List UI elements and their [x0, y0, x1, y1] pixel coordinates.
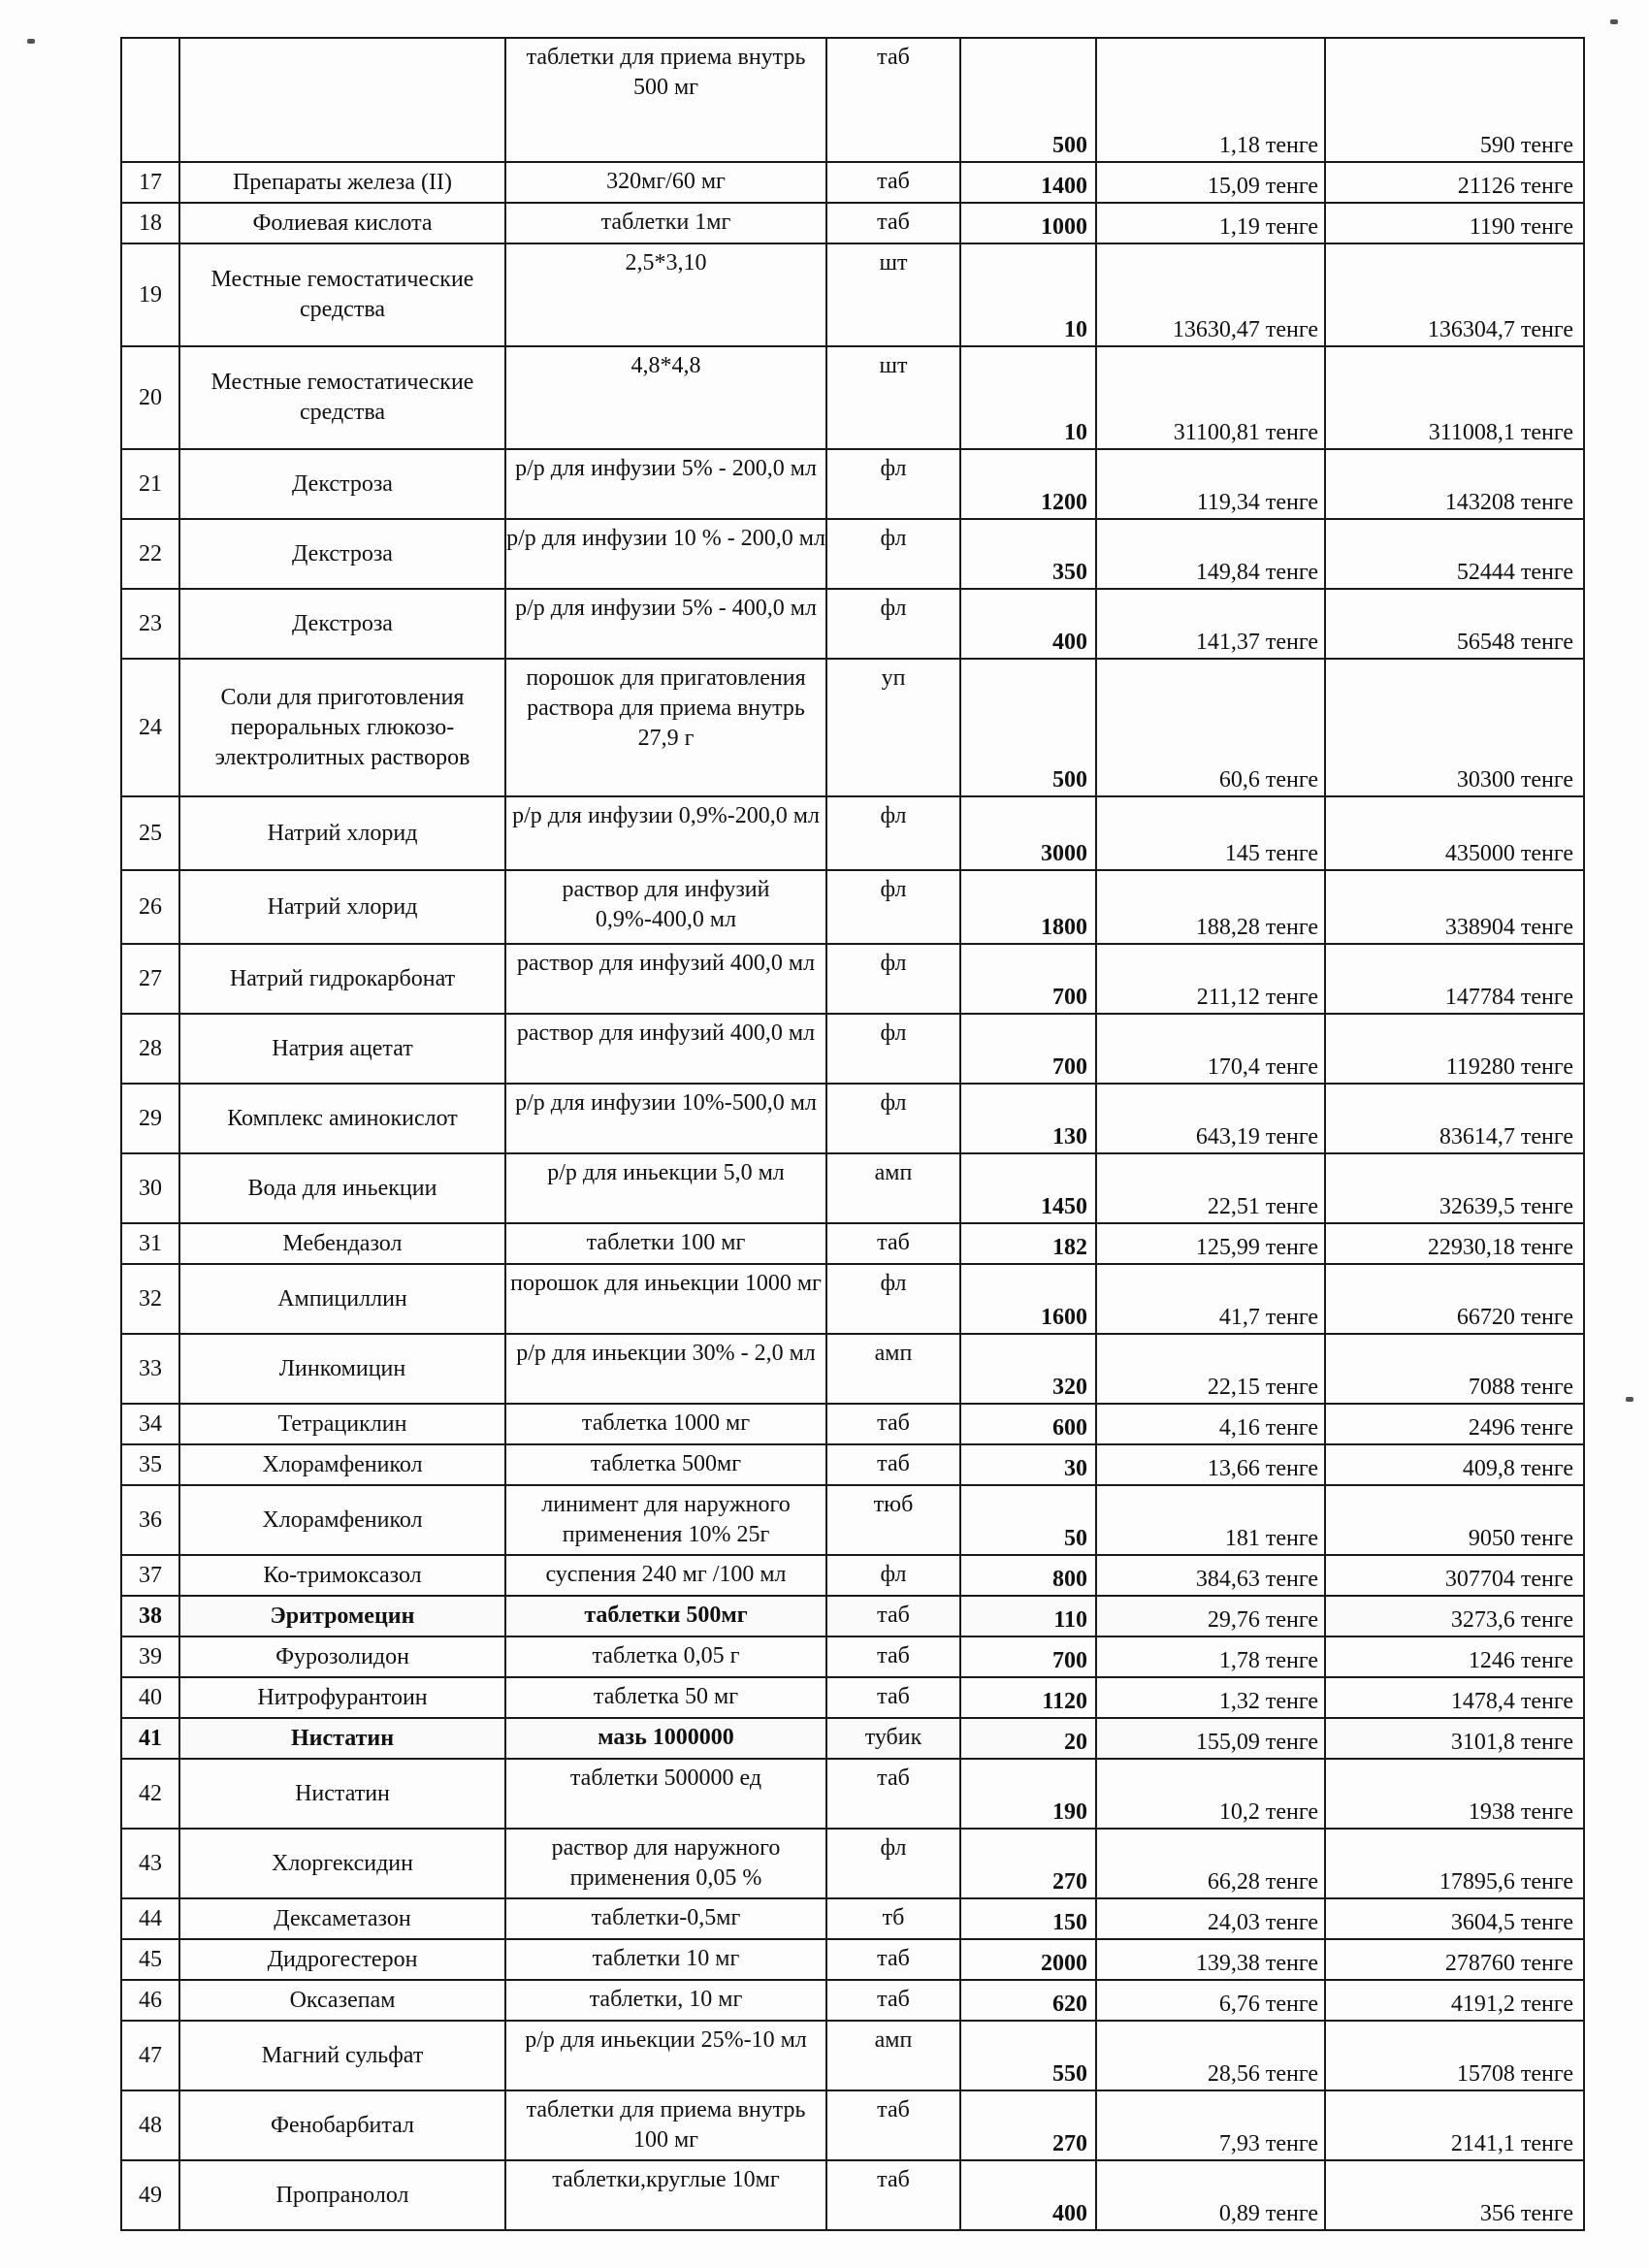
cell-row-number: 38 — [121, 1596, 179, 1636]
cell-unit-price: 188,28 тенге — [1096, 870, 1325, 944]
cell-unit-price: 0,89 тенге — [1096, 2160, 1325, 2230]
cell-quantity: 620 — [960, 1980, 1096, 2021]
cell-unit: таб — [826, 2090, 960, 2160]
cell-quantity: 1600 — [960, 1264, 1096, 1334]
cell-row-number: 25 — [121, 796, 179, 870]
cell-unit: таб — [826, 1677, 960, 1718]
cell-total-price: 278760 тенге — [1325, 1939, 1584, 1980]
cell-unit-price: 13,66 тенге — [1096, 1444, 1325, 1485]
cell-unit-price: 155,09 тенге — [1096, 1718, 1325, 1759]
cell-row-number: 31 — [121, 1223, 179, 1264]
cell-quantity: 1000 — [960, 203, 1096, 243]
cell-drug-name: Ампициллин — [179, 1264, 505, 1334]
cell-total-price: 1478,4 тенге — [1325, 1677, 1584, 1718]
cell-dosage-form: раствор для наружного применения 0,05 % — [505, 1829, 826, 1898]
cell-drug-name: Линкомицин — [179, 1334, 505, 1404]
cell-quantity: 320 — [960, 1334, 1096, 1404]
table-row — [121, 1014, 1584, 1084]
cell-row-number: 29 — [121, 1084, 179, 1153]
table-row — [121, 1264, 1584, 1334]
cell-quantity: 50 — [960, 1485, 1096, 1555]
cell-drug-name: Дексаметазон — [179, 1898, 505, 1939]
cell-drug-name: Дидрогестерон — [179, 1939, 505, 1980]
table-row — [121, 162, 1584, 203]
cell-dosage-form: 320мг/60 мг — [505, 162, 826, 203]
cell-total-price: 17895,6 тенге — [1325, 1829, 1584, 1898]
cell-total-price: 307704 тенге — [1325, 1555, 1584, 1596]
cell-drug-name: Нитрофурантоин — [179, 1677, 505, 1718]
cell-drug-name: Натрий гидрокарбонат — [179, 944, 505, 1014]
cell-quantity: 1450 — [960, 1153, 1096, 1223]
cell-quantity: 800 — [960, 1555, 1096, 1596]
cell-total-price: 1938 тенге — [1325, 1759, 1584, 1829]
cell-row-number: 44 — [121, 1898, 179, 1939]
cell-drug-name: Фурозолидон — [179, 1636, 505, 1677]
cell-unit-price: 125,99 тенге — [1096, 1223, 1325, 1264]
cell-unit-price: 10,2 тенге — [1096, 1759, 1325, 1829]
cell-row-number: 35 — [121, 1444, 179, 1485]
table-row — [121, 1677, 1584, 1718]
cell-drug-name: Натрий хлорид — [179, 870, 505, 944]
cell-unit: тюб — [826, 1485, 960, 1555]
cell-drug-name: Декстроза — [179, 449, 505, 519]
cell-total-price: 3604,5 тенге — [1325, 1898, 1584, 1939]
cell-row-number: 41 — [121, 1718, 179, 1759]
cell-total-price: 21126 тенге — [1325, 162, 1584, 203]
cell-unit: уп — [826, 659, 960, 796]
cell-dosage-form: таблетка 50 мг — [505, 1677, 826, 1718]
cell-row-number: 20 — [121, 346, 179, 449]
cell-drug-name: Хлорамфеникол — [179, 1444, 505, 1485]
cell-unit-price: 60,6 тенге — [1096, 659, 1325, 796]
cell-quantity: 600 — [960, 1404, 1096, 1444]
cell-row-number: 24 — [121, 659, 179, 796]
cell-unit: тубик — [826, 1718, 960, 1759]
cell-unit-price: 28,56 тенге — [1096, 2021, 1325, 2090]
cell-row-number: 30 — [121, 1153, 179, 1223]
cell-quantity: 2000 — [960, 1939, 1096, 1980]
cell-dosage-form: р/р для инфузии 10%-500,0 мл — [505, 1084, 826, 1153]
cell-quantity: 700 — [960, 1014, 1096, 1084]
cell-dosage-form: таблетки, 10 мг — [505, 1980, 826, 2021]
cell-drug-name — [179, 38, 505, 162]
cell-total-price: 4191,2 тенге — [1325, 1980, 1584, 2021]
table-row — [121, 1596, 1584, 1636]
cell-dosage-form: порошок для пригатовления раствора для приема внутрь 27,9 г — [505, 659, 826, 796]
cell-unit: фл — [826, 870, 960, 944]
table-row — [121, 589, 1584, 659]
cell-unit-price: 41,7 тенге — [1096, 1264, 1325, 1334]
cell-unit: тб — [826, 1898, 960, 1939]
medicine-table-container — [120, 37, 1583, 2231]
cell-unit-price: 181 тенге — [1096, 1485, 1325, 1555]
cell-total-price: 1246 тенге — [1325, 1636, 1584, 1677]
cell-total-price: 32639,5 тенге — [1325, 1153, 1584, 1223]
cell-unit: шт — [826, 243, 960, 346]
cell-drug-name: Местные гемостатические средства — [179, 346, 505, 449]
cell-dosage-form: таблетка 0,05 г — [505, 1636, 826, 1677]
cell-drug-name: Фенобарбитал — [179, 2090, 505, 2160]
cell-dosage-form: р/р для инфузии 0,9%-200,0 мл — [505, 796, 826, 870]
cell-drug-name: Хлорамфеникол — [179, 1485, 505, 1555]
cell-row-number: 49 — [121, 2160, 179, 2230]
cell-total-price: 15708 тенге — [1325, 2021, 1584, 2090]
table-row — [121, 944, 1584, 1014]
cell-unit: фл — [826, 796, 960, 870]
cell-unit-price: 1,32 тенге — [1096, 1677, 1325, 1718]
cell-drug-name: Местные гемостатические средства — [179, 243, 505, 346]
cell-unit-price: 211,12 тенге — [1096, 944, 1325, 1014]
table-row — [121, 796, 1584, 870]
table-row — [121, 203, 1584, 243]
cell-unit: фл — [826, 589, 960, 659]
cell-unit: фл — [826, 1829, 960, 1898]
medicine-table-body — [121, 38, 1584, 2230]
cell-quantity: 1800 — [960, 870, 1096, 944]
cell-quantity: 270 — [960, 2090, 1096, 2160]
cell-unit: фл — [826, 1084, 960, 1153]
cell-unit-price: 141,37 тенге — [1096, 589, 1325, 659]
cell-unit-price: 29,76 тенге — [1096, 1596, 1325, 1636]
cell-dosage-form: р/р для инфузии 5% - 200,0 мл — [505, 449, 826, 519]
cell-drug-name: Вода для иньекции — [179, 1153, 505, 1223]
cell-unit-price: 643,19 тенге — [1096, 1084, 1325, 1153]
cell-row-number: 28 — [121, 1014, 179, 1084]
cell-quantity: 350 — [960, 519, 1096, 589]
cell-unit: таб — [826, 162, 960, 203]
table-row — [121, 1444, 1584, 1485]
cell-quantity: 1200 — [960, 449, 1096, 519]
cell-quantity: 1120 — [960, 1677, 1096, 1718]
cell-unit: таб — [826, 1596, 960, 1636]
cell-drug-name: Натрия ацетат — [179, 1014, 505, 1084]
cell-row-number: 18 — [121, 203, 179, 243]
cell-dosage-form: раствор для инфузий 400,0 мл — [505, 1014, 826, 1084]
cell-total-price: 338904 тенге — [1325, 870, 1584, 944]
cell-row-number: 48 — [121, 2090, 179, 2160]
cell-quantity: 150 — [960, 1898, 1096, 1939]
cell-drug-name: Натрий хлорид — [179, 796, 505, 870]
cell-dosage-form: р/р для инфузии 5% - 400,0 мл — [505, 589, 826, 659]
cell-total-price: 143208 тенге — [1325, 449, 1584, 519]
cell-dosage-form: линимент для наружного применения 10% 25г — [505, 1485, 826, 1555]
cell-quantity: 110 — [960, 1596, 1096, 1636]
cell-drug-name: Декстроза — [179, 589, 505, 659]
cell-unit: амп — [826, 1334, 960, 1404]
cell-unit-price: 6,76 тенге — [1096, 1980, 1325, 2021]
table-row — [121, 2090, 1584, 2160]
cell-unit-price: 15,09 тенге — [1096, 162, 1325, 203]
cell-unit: фл — [826, 1264, 960, 1334]
cell-dosage-form: таблетки 500000 ед — [505, 1759, 826, 1829]
cell-drug-name: Тетрациклин — [179, 1404, 505, 1444]
cell-dosage-form: раствор для инфузий 0,9%-400,0 мл — [505, 870, 826, 944]
cell-unit: таб — [826, 1939, 960, 1980]
cell-quantity: 190 — [960, 1759, 1096, 1829]
cell-row-number: 46 — [121, 1980, 179, 2021]
cell-unit: шт — [826, 346, 960, 449]
cell-row-number: 17 — [121, 162, 179, 203]
cell-unit-price: 145 тенге — [1096, 796, 1325, 870]
cell-unit: таб — [826, 1223, 960, 1264]
table-row — [121, 659, 1584, 796]
cell-drug-name: Фолиевая кислота — [179, 203, 505, 243]
cell-row-number: 40 — [121, 1677, 179, 1718]
table-row — [121, 1084, 1584, 1153]
cell-dosage-form: 2,5*3,10 — [505, 243, 826, 346]
table-row — [121, 243, 1584, 346]
cell-quantity: 500 — [960, 659, 1096, 796]
cell-unit: таб — [826, 1636, 960, 1677]
cell-drug-name: Ко-тримоксазол — [179, 1555, 505, 1596]
cell-total-price: 409,8 тенге — [1325, 1444, 1584, 1485]
medicine-table — [120, 37, 1585, 2231]
cell-unit: таб — [826, 1444, 960, 1485]
cell-unit: таб — [826, 1404, 960, 1444]
cell-quantity: 182 — [960, 1223, 1096, 1264]
cell-row-number: 43 — [121, 1829, 179, 1898]
cell-total-price: 9050 тенге — [1325, 1485, 1584, 1555]
table-row — [121, 449, 1584, 519]
cell-total-price: 590 тенге — [1325, 38, 1584, 162]
cell-unit: фл — [826, 519, 960, 589]
cell-unit-price: 1,19 тенге — [1096, 203, 1325, 243]
cell-total-price: 3273,6 тенге — [1325, 1596, 1584, 1636]
table-row — [121, 1485, 1584, 1555]
cell-quantity: 500 — [960, 38, 1096, 162]
cell-unit: амп — [826, 2021, 960, 2090]
cell-quantity: 20 — [960, 1718, 1096, 1759]
table-row — [121, 1404, 1584, 1444]
cell-unit-price: 7,93 тенге — [1096, 2090, 1325, 2160]
cell-unit-price: 149,84 тенге — [1096, 519, 1325, 589]
cell-dosage-form: таблетки 100 мг — [505, 1223, 826, 1264]
table-row — [121, 38, 1584, 162]
cell-unit-price: 384,63 тенге — [1096, 1555, 1325, 1596]
cell-row-number: 22 — [121, 519, 179, 589]
cell-unit: таб — [826, 38, 960, 162]
cell-unit: фл — [826, 944, 960, 1014]
cell-dosage-form: таблетки-0,5мг — [505, 1898, 826, 1939]
cell-total-price: 119280 тенге — [1325, 1014, 1584, 1084]
cell-total-price: 22930,18 тенге — [1325, 1223, 1584, 1264]
cell-dosage-form: р/р для иньекции 25%-10 мл — [505, 2021, 826, 2090]
cell-dosage-form: таблетки 1мг — [505, 203, 826, 243]
cell-unit: амп — [826, 1153, 960, 1223]
cell-unit-price: 22,15 тенге — [1096, 1334, 1325, 1404]
table-row — [121, 1334, 1584, 1404]
cell-unit-price: 66,28 тенге — [1096, 1829, 1325, 1898]
cell-unit: таб — [826, 1980, 960, 2021]
cell-drug-name: Комплекс аминокислот — [179, 1084, 505, 1153]
cell-unit: фл — [826, 1555, 960, 1596]
cell-unit-price: 119,34 тенге — [1096, 449, 1325, 519]
cell-unit-price: 1,78 тенге — [1096, 1636, 1325, 1677]
cell-total-price: 136304,7 тенге — [1325, 243, 1584, 346]
cell-unit-price: 22,51 тенге — [1096, 1153, 1325, 1223]
table-row — [121, 1555, 1584, 1596]
cell-total-price: 30300 тенге — [1325, 659, 1584, 796]
cell-quantity: 10 — [960, 346, 1096, 449]
scan-speck — [27, 39, 35, 44]
cell-dosage-form: таблетка 1000 мг — [505, 1404, 826, 1444]
cell-total-price: 2141,1 тенге — [1325, 2090, 1584, 2160]
cell-dosage-form: таблетки для приема внутрь 100 мг — [505, 2090, 826, 2160]
cell-drug-name: Эритромецин — [179, 1596, 505, 1636]
cell-total-price: 7088 тенге — [1325, 1334, 1584, 1404]
cell-quantity: 1400 — [960, 162, 1096, 203]
cell-dosage-form: р/р для инфузии 10 % - 200,0 мл — [505, 519, 826, 589]
cell-quantity: 3000 — [960, 796, 1096, 870]
cell-row-number: 34 — [121, 1404, 179, 1444]
cell-dosage-form: р/р для иньекции 5,0 мл — [505, 1153, 826, 1223]
cell-quantity: 700 — [960, 944, 1096, 1014]
table-row — [121, 870, 1584, 944]
cell-quantity: 700 — [960, 1636, 1096, 1677]
cell-unit-price: 170,4 тенге — [1096, 1014, 1325, 1084]
cell-row-number: 23 — [121, 589, 179, 659]
table-row — [121, 1980, 1584, 2021]
table-row — [121, 1223, 1584, 1264]
cell-quantity: 400 — [960, 2160, 1096, 2230]
scan-speck — [1610, 19, 1618, 24]
cell-dosage-form: таблетки для приема внутрь 500 мг — [505, 38, 826, 162]
table-row — [121, 519, 1584, 589]
cell-quantity: 130 — [960, 1084, 1096, 1153]
cell-dosage-form: таблетки 10 мг — [505, 1939, 826, 1980]
cell-drug-name: Хлоргексидин — [179, 1829, 505, 1898]
cell-row-number: 27 — [121, 944, 179, 1014]
cell-unit-price: 24,03 тенге — [1096, 1898, 1325, 1939]
cell-unit-price: 139,38 тенге — [1096, 1939, 1325, 1980]
table-row — [121, 1718, 1584, 1759]
cell-quantity: 30 — [960, 1444, 1096, 1485]
cell-total-price: 311008,1 тенге — [1325, 346, 1584, 449]
table-row — [121, 1898, 1584, 1939]
cell-drug-name: Препараты железа (II) — [179, 162, 505, 203]
cell-dosage-form: таблетки,круглые 10мг — [505, 2160, 826, 2230]
cell-dosage-form: таблетки 500мг — [505, 1596, 826, 1636]
cell-row-number: 33 — [121, 1334, 179, 1404]
cell-unit-price: 31100,81 тенге — [1096, 346, 1325, 449]
cell-unit: фл — [826, 1014, 960, 1084]
cell-row-number: 36 — [121, 1485, 179, 1555]
cell-quantity: 10 — [960, 243, 1096, 346]
cell-row-number: 45 — [121, 1939, 179, 1980]
cell-total-price: 83614,7 тенге — [1325, 1084, 1584, 1153]
cell-total-price: 66720 тенге — [1325, 1264, 1584, 1334]
cell-drug-name: Оксазепам — [179, 1980, 505, 2021]
cell-dosage-form: порошок для иньекции 1000 мг — [505, 1264, 826, 1334]
cell-unit: таб — [826, 203, 960, 243]
cell-total-price: 56548 тенге — [1325, 589, 1584, 659]
table-row — [121, 1636, 1584, 1677]
cell-dosage-form: мазь 1000000 — [505, 1718, 826, 1759]
cell-row-number: 21 — [121, 449, 179, 519]
cell-drug-name: Мебендазол — [179, 1223, 505, 1264]
cell-row-number: 32 — [121, 1264, 179, 1334]
table-row — [121, 1759, 1584, 1829]
cell-total-price: 435000 тенге — [1325, 796, 1584, 870]
table-row — [121, 346, 1584, 449]
cell-drug-name: Декстроза — [179, 519, 505, 589]
table-row — [121, 1939, 1584, 1980]
cell-quantity: 550 — [960, 2021, 1096, 2090]
cell-dosage-form: 4,8*4,8 — [505, 346, 826, 449]
cell-drug-name: Пропранолол — [179, 2160, 505, 2230]
cell-row-number: 37 — [121, 1555, 179, 1596]
cell-unit: таб — [826, 1759, 960, 1829]
cell-unit-price: 13630,47 тенге — [1096, 243, 1325, 346]
cell-quantity: 400 — [960, 589, 1096, 659]
cell-total-price: 147784 тенге — [1325, 944, 1584, 1014]
cell-dosage-form: раствор для инфузий 400,0 мл — [505, 944, 826, 1014]
cell-drug-name: Нистатин — [179, 1759, 505, 1829]
cell-row-number: 39 — [121, 1636, 179, 1677]
cell-row-number — [121, 38, 179, 162]
cell-unit-price: 4,16 тенге — [1096, 1404, 1325, 1444]
cell-unit: таб — [826, 2160, 960, 2230]
cell-row-number: 42 — [121, 1759, 179, 1829]
table-row — [121, 2160, 1584, 2230]
cell-drug-name: Нистатин — [179, 1718, 505, 1759]
cell-dosage-form: р/р для иньекции 30% - 2,0 мл — [505, 1334, 826, 1404]
cell-total-price: 356 тенге — [1325, 2160, 1584, 2230]
cell-drug-name: Соли для приготовления пероральных глюкозо-электролитных растворов — [179, 659, 505, 796]
cell-drug-name: Магний сульфат — [179, 2021, 505, 2090]
table-row — [121, 1153, 1584, 1223]
cell-total-price: 1190 тенге — [1325, 203, 1584, 243]
cell-row-number: 47 — [121, 2021, 179, 2090]
cell-total-price: 2496 тенге — [1325, 1404, 1584, 1444]
table-row — [121, 1829, 1584, 1898]
cell-row-number: 19 — [121, 243, 179, 346]
table-row — [121, 2021, 1584, 2090]
cell-unit: фл — [826, 449, 960, 519]
cell-total-price: 52444 тенге — [1325, 519, 1584, 589]
cell-dosage-form: таблетка 500мг — [505, 1444, 826, 1485]
scan-speck — [1626, 1397, 1633, 1402]
cell-dosage-form: суспения 240 мг /100 мл — [505, 1555, 826, 1596]
cell-row-number: 26 — [121, 870, 179, 944]
cell-total-price: 3101,8 тенге — [1325, 1718, 1584, 1759]
cell-unit-price: 1,18 тенге — [1096, 38, 1325, 162]
cell-quantity: 270 — [960, 1829, 1096, 1898]
